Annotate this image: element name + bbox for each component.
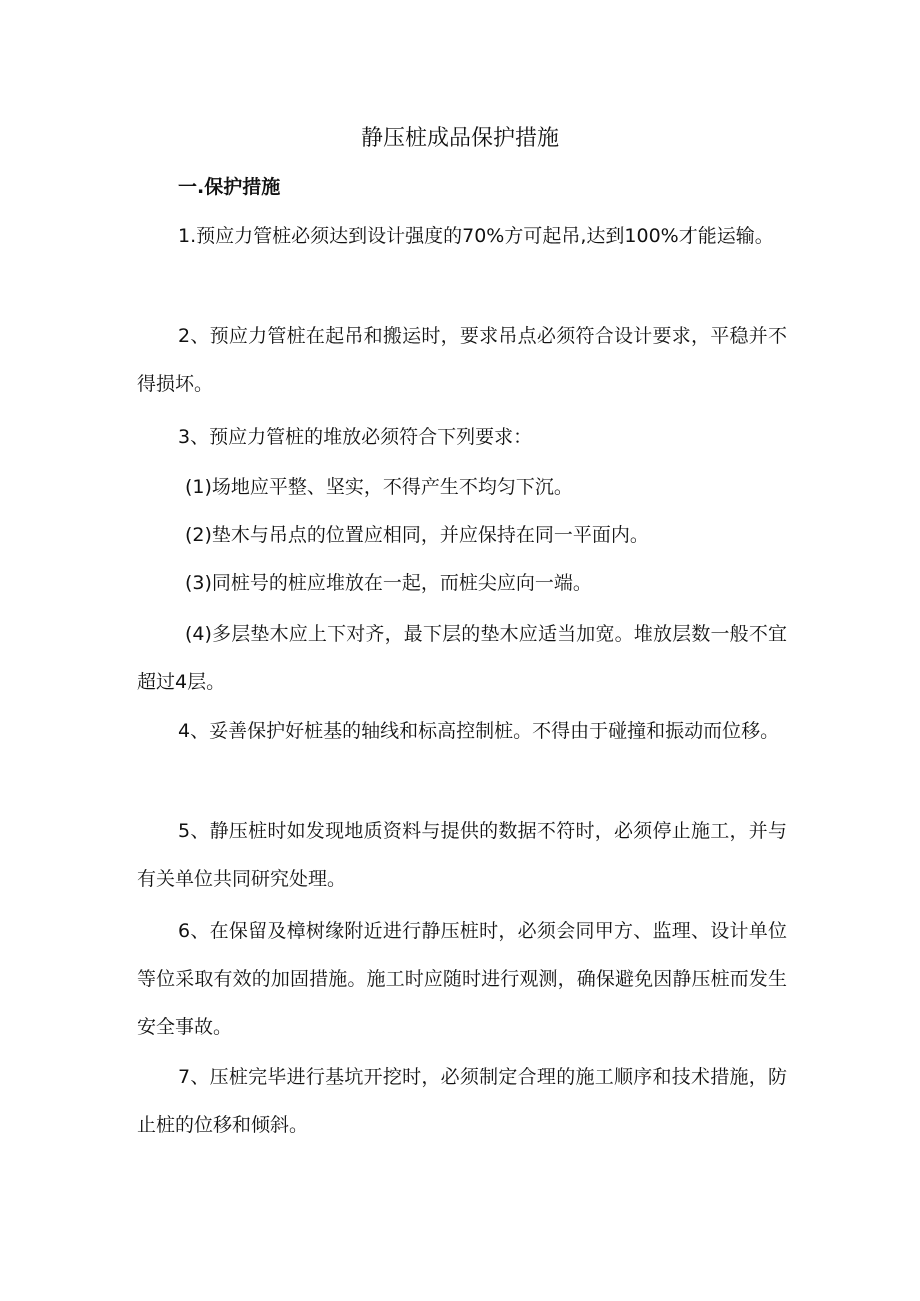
sub-item-1: (1)场地应平整、坚实，不得产生不均匀下沉。 — [185, 476, 573, 498]
paragraph-item-6: 6、在保留及樟树缘附近进行静压桩时，必须会同甲方、监理、设计单位等位采取有效的加固措施。施工时应随时进行观测，确保避免因静压桩而发生安全事故。 — [137, 920, 787, 1038]
paragraph-item-7: 7、压桩完毕进行基坑开挖时，必须制定合理的施工顺序和技术措施，防止桩的位移和倾斜。 — [137, 1066, 787, 1136]
sub-item-3: (3)同桩号的桩应堆放在一起，而桩尖应向一端。 — [185, 572, 592, 594]
section-heading: 一.保护措施 — [178, 176, 281, 198]
paragraph-item-4: 4、妥善保护好桩基的轴线和标高控制桩。不得由于碰撞和振动而位移。 — [178, 720, 780, 742]
sub-item-2: (2)垫木与吊点的位置应相同，并应保持在同一平面内。 — [185, 524, 649, 546]
paragraph-item-2: 2、预应力管桩在起吊和搬运时，要求吊点必须符合设计要求，平稳并不得损坏。 — [137, 325, 787, 395]
paragraph-item-5: 5、静压桩时如发现地质资料与提供的数据不符时，必须停止施工，并与有关单位共同研究处理。 — [137, 820, 787, 890]
document-title: 静压桩成品保护措施 — [360, 126, 559, 151]
paragraph-item-1: 1.预应力管桩必须达到设计强度的70%方可起吊,达到100%才能运输。 — [178, 225, 774, 247]
paragraph-item-3: 3、预应力管桩的堆放必须符合下列要求： — [178, 426, 533, 448]
sub-item-4: (4)多层垫木应上下对齐，最下层的垫木应适当加宽。堆放层数一般不宜超过4层。 — [137, 623, 787, 693]
